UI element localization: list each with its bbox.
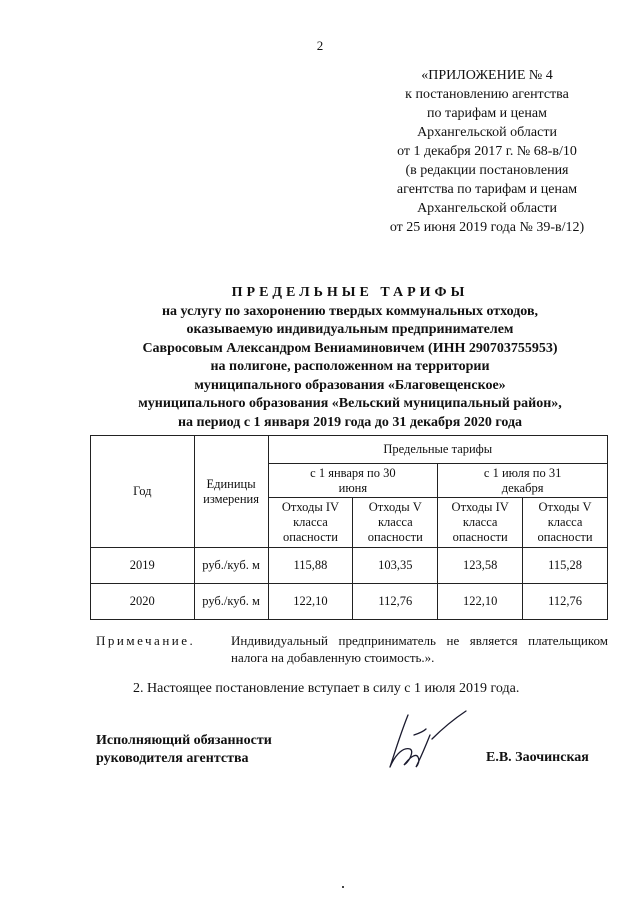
signer-role-line: руководителя агентства (96, 751, 249, 766)
cell-value: 123,58 (438, 548, 523, 584)
title-main: ПРЕДЕЛЬНЫЕ ТАРИФЫ (231, 285, 469, 300)
effective-date-paragraph: 2. Настоящее постановление вступает в силу с 1 июля 2019 года. (133, 681, 520, 696)
cell-value: 115,88 (268, 548, 353, 584)
cell-value: 112,76 (523, 584, 608, 620)
header-tariffs: Предельные тарифы (268, 436, 607, 464)
cell-value: 115,28 (523, 548, 608, 584)
cell-unit: руб./куб. м (194, 548, 268, 584)
title-line: на услугу по захоронению твердых коммунальных отходов, (161, 303, 539, 319)
signer-name: Е.В. Заочинская (486, 750, 589, 765)
appendix-line: Архангельской области (417, 125, 557, 140)
note-text (231, 632, 608, 666)
cell-unit: руб./куб. м (194, 584, 268, 620)
scan-speck (342, 886, 344, 888)
note-line: Индивидуальный предприниматель не является плательщиком (231, 633, 608, 648)
appendix-line: Архангельской области (417, 201, 557, 216)
header-year: Год (91, 436, 195, 548)
header-units: Единицы измерения (194, 436, 268, 548)
note-label: Примечание. (96, 633, 196, 648)
appendix-line: агентства по тарифам и ценам (396, 182, 578, 197)
signer-role (96, 732, 272, 768)
appendix-line: по тарифам и ценам (427, 106, 547, 121)
cell-value: 122,10 (268, 584, 353, 620)
appendix-line: от 1 декабря 2017 г. № 68-в/10 (397, 144, 577, 159)
cell-year: 2020 (91, 584, 195, 620)
title-line: на период с 1 января 2019 года до 31 декабря 2020 года (177, 414, 523, 430)
title-line: муниципального образования «Вельский муниципальный район», (138, 396, 562, 411)
cell-value: 103,35 (353, 548, 438, 584)
handwritten-signature (380, 705, 470, 775)
appendix-line: (в редакции постановления (405, 163, 569, 178)
cell-value: 112,76 (353, 584, 438, 620)
note-line: налога на добавленную стоимость.». (231, 650, 435, 665)
table-row (91, 548, 608, 584)
header-period-2: с 1 июля по 31 декабря (438, 464, 608, 498)
document-title (90, 284, 610, 432)
cell-value: 122,10 (438, 584, 523, 620)
appendix-line: «ПРИЛОЖЕНИЕ № 4 (421, 68, 553, 83)
title-line: муниципального образования «Благовещенское» (194, 377, 506, 393)
table-row (91, 584, 608, 620)
header-period-1: с 1 января по 30 июня (268, 464, 438, 498)
header-class-4: Отходы IV класса опасности (268, 498, 353, 548)
tariffs-table (90, 435, 608, 620)
page-number: 2 (316, 38, 324, 53)
signer-role-line: Исполняющий обязанности (96, 733, 272, 748)
appendix-line: от 25 июня 2019 года № 39-в/12) (389, 220, 585, 235)
header-class-5: Отходы V класса опасности (523, 498, 608, 548)
appendix-line: к постановлению агентства (405, 87, 569, 102)
appendix-reference (372, 66, 602, 237)
title-line: Савросовым Александром Вениаминовичем (ИНН 290703755953) (142, 340, 558, 356)
title-line: оказываемую индивидуальным предпринимателем (186, 322, 514, 337)
header-class-5: Отходы V класса опасности (353, 498, 438, 548)
cell-year: 2019 (91, 548, 195, 584)
header-class-4: Отходы IV класса опасности (438, 498, 523, 548)
title-line: на полигоне, расположенном на территории (210, 359, 490, 374)
